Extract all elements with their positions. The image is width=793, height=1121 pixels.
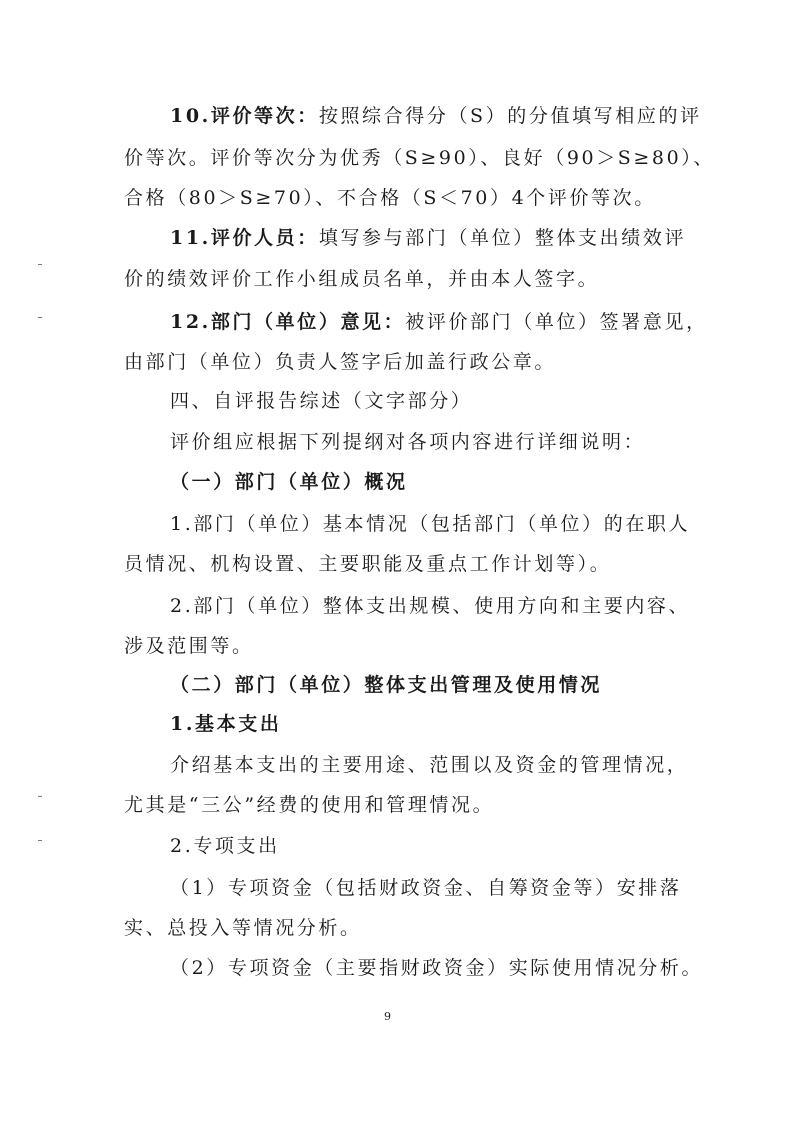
paragraph-line: [124, 916, 362, 940]
item-text: （2）专项资金（主要指财政资金）实际使用情况分析。: [170, 957, 704, 979]
item-text: 价的绩效评价工作小组成员名单，并由本人签字。: [124, 268, 600, 290]
subsection-heading-text: （二）部门（单位）整体支出管理及使用情况: [170, 674, 603, 696]
page-number: 9: [384, 1010, 391, 1023]
item-text: 评价组应根据下列提纲对各项内容进行详细说明：: [170, 431, 646, 453]
item-text: 价等次。评价等次分为优秀（S≥90）、良好（90＞S≥80）、: [124, 147, 716, 169]
item-heading: 11.评价人员：: [170, 227, 319, 249]
item-text: 填写参与部门（单位）整体支出绩效评: [318, 227, 687, 249]
subsection-heading-text: 1.基本支出: [170, 713, 282, 735]
scan-mark: [38, 796, 42, 797]
paragraph-line: [170, 104, 702, 128]
paragraph-line: [170, 594, 690, 618]
item-text: 1.部门（单位）基本情况（包括部门（单位）的在职人: [170, 513, 691, 535]
subsection-heading: [170, 712, 281, 736]
subsection-heading: [170, 470, 408, 494]
paragraph-line: [124, 267, 599, 291]
scan-mark: [38, 264, 42, 265]
item-text: 实、总投入等情况分析。: [124, 917, 362, 939]
item-text: 2.部门（单位）整体支出规模、使用方向和主要内容、: [170, 595, 691, 617]
item-text: 按照综合得分（S）的分值填写相应的评: [318, 105, 702, 127]
scan-mark: [38, 317, 42, 318]
item-text: 被评价部门（单位）签署意见，: [405, 311, 708, 333]
item-text: 由部门（单位）负责人签字后加盖行政公章。: [124, 351, 557, 373]
item-text: 尤其是“三公”经费的使用和管理情况。: [124, 794, 495, 816]
subsection-heading-text: （一）部门（单位）概况: [170, 471, 408, 493]
paragraph-line: [170, 512, 690, 536]
section-heading: [170, 389, 472, 413]
paragraph-line: [170, 753, 688, 777]
paragraph-line: [170, 876, 682, 900]
paragraph-line: [170, 956, 703, 980]
item-text: 合格（80＞S≥70）、不合格（S＜70）4个评价等次。: [124, 187, 656, 209]
item-text: 2.专项支出: [170, 835, 280, 857]
paragraph-line: [124, 186, 656, 210]
subsection-heading: [170, 673, 602, 697]
item-heading: 12.部门（单位）意见：: [170, 311, 406, 333]
paragraph-line: [170, 226, 686, 250]
item-text: 介绍基本支出的主要用途、范围以及资金的管理情况，: [170, 754, 689, 776]
item-text: 员情况、机构设置、主要职能及重点工作计划等）。: [124, 553, 612, 575]
paragraph-line: [170, 310, 708, 334]
section-heading-text: 四、自评报告综述（文字部分）: [170, 390, 473, 412]
paragraph-line: [124, 793, 494, 817]
paragraph-line: [124, 552, 611, 576]
scan-mark: [38, 840, 42, 841]
paragraph-line: [124, 350, 556, 374]
paragraph-line: [170, 430, 645, 454]
item-text: （1）专项资金（包括财政资金、自筹资金等）安排落: [170, 877, 682, 899]
paragraph-line: [170, 834, 280, 858]
item-heading: 10.评价等次：: [170, 105, 319, 127]
paragraph-line: [124, 146, 715, 170]
paragraph-line: [124, 634, 254, 658]
item-text: 涉及范围等。: [124, 635, 254, 657]
